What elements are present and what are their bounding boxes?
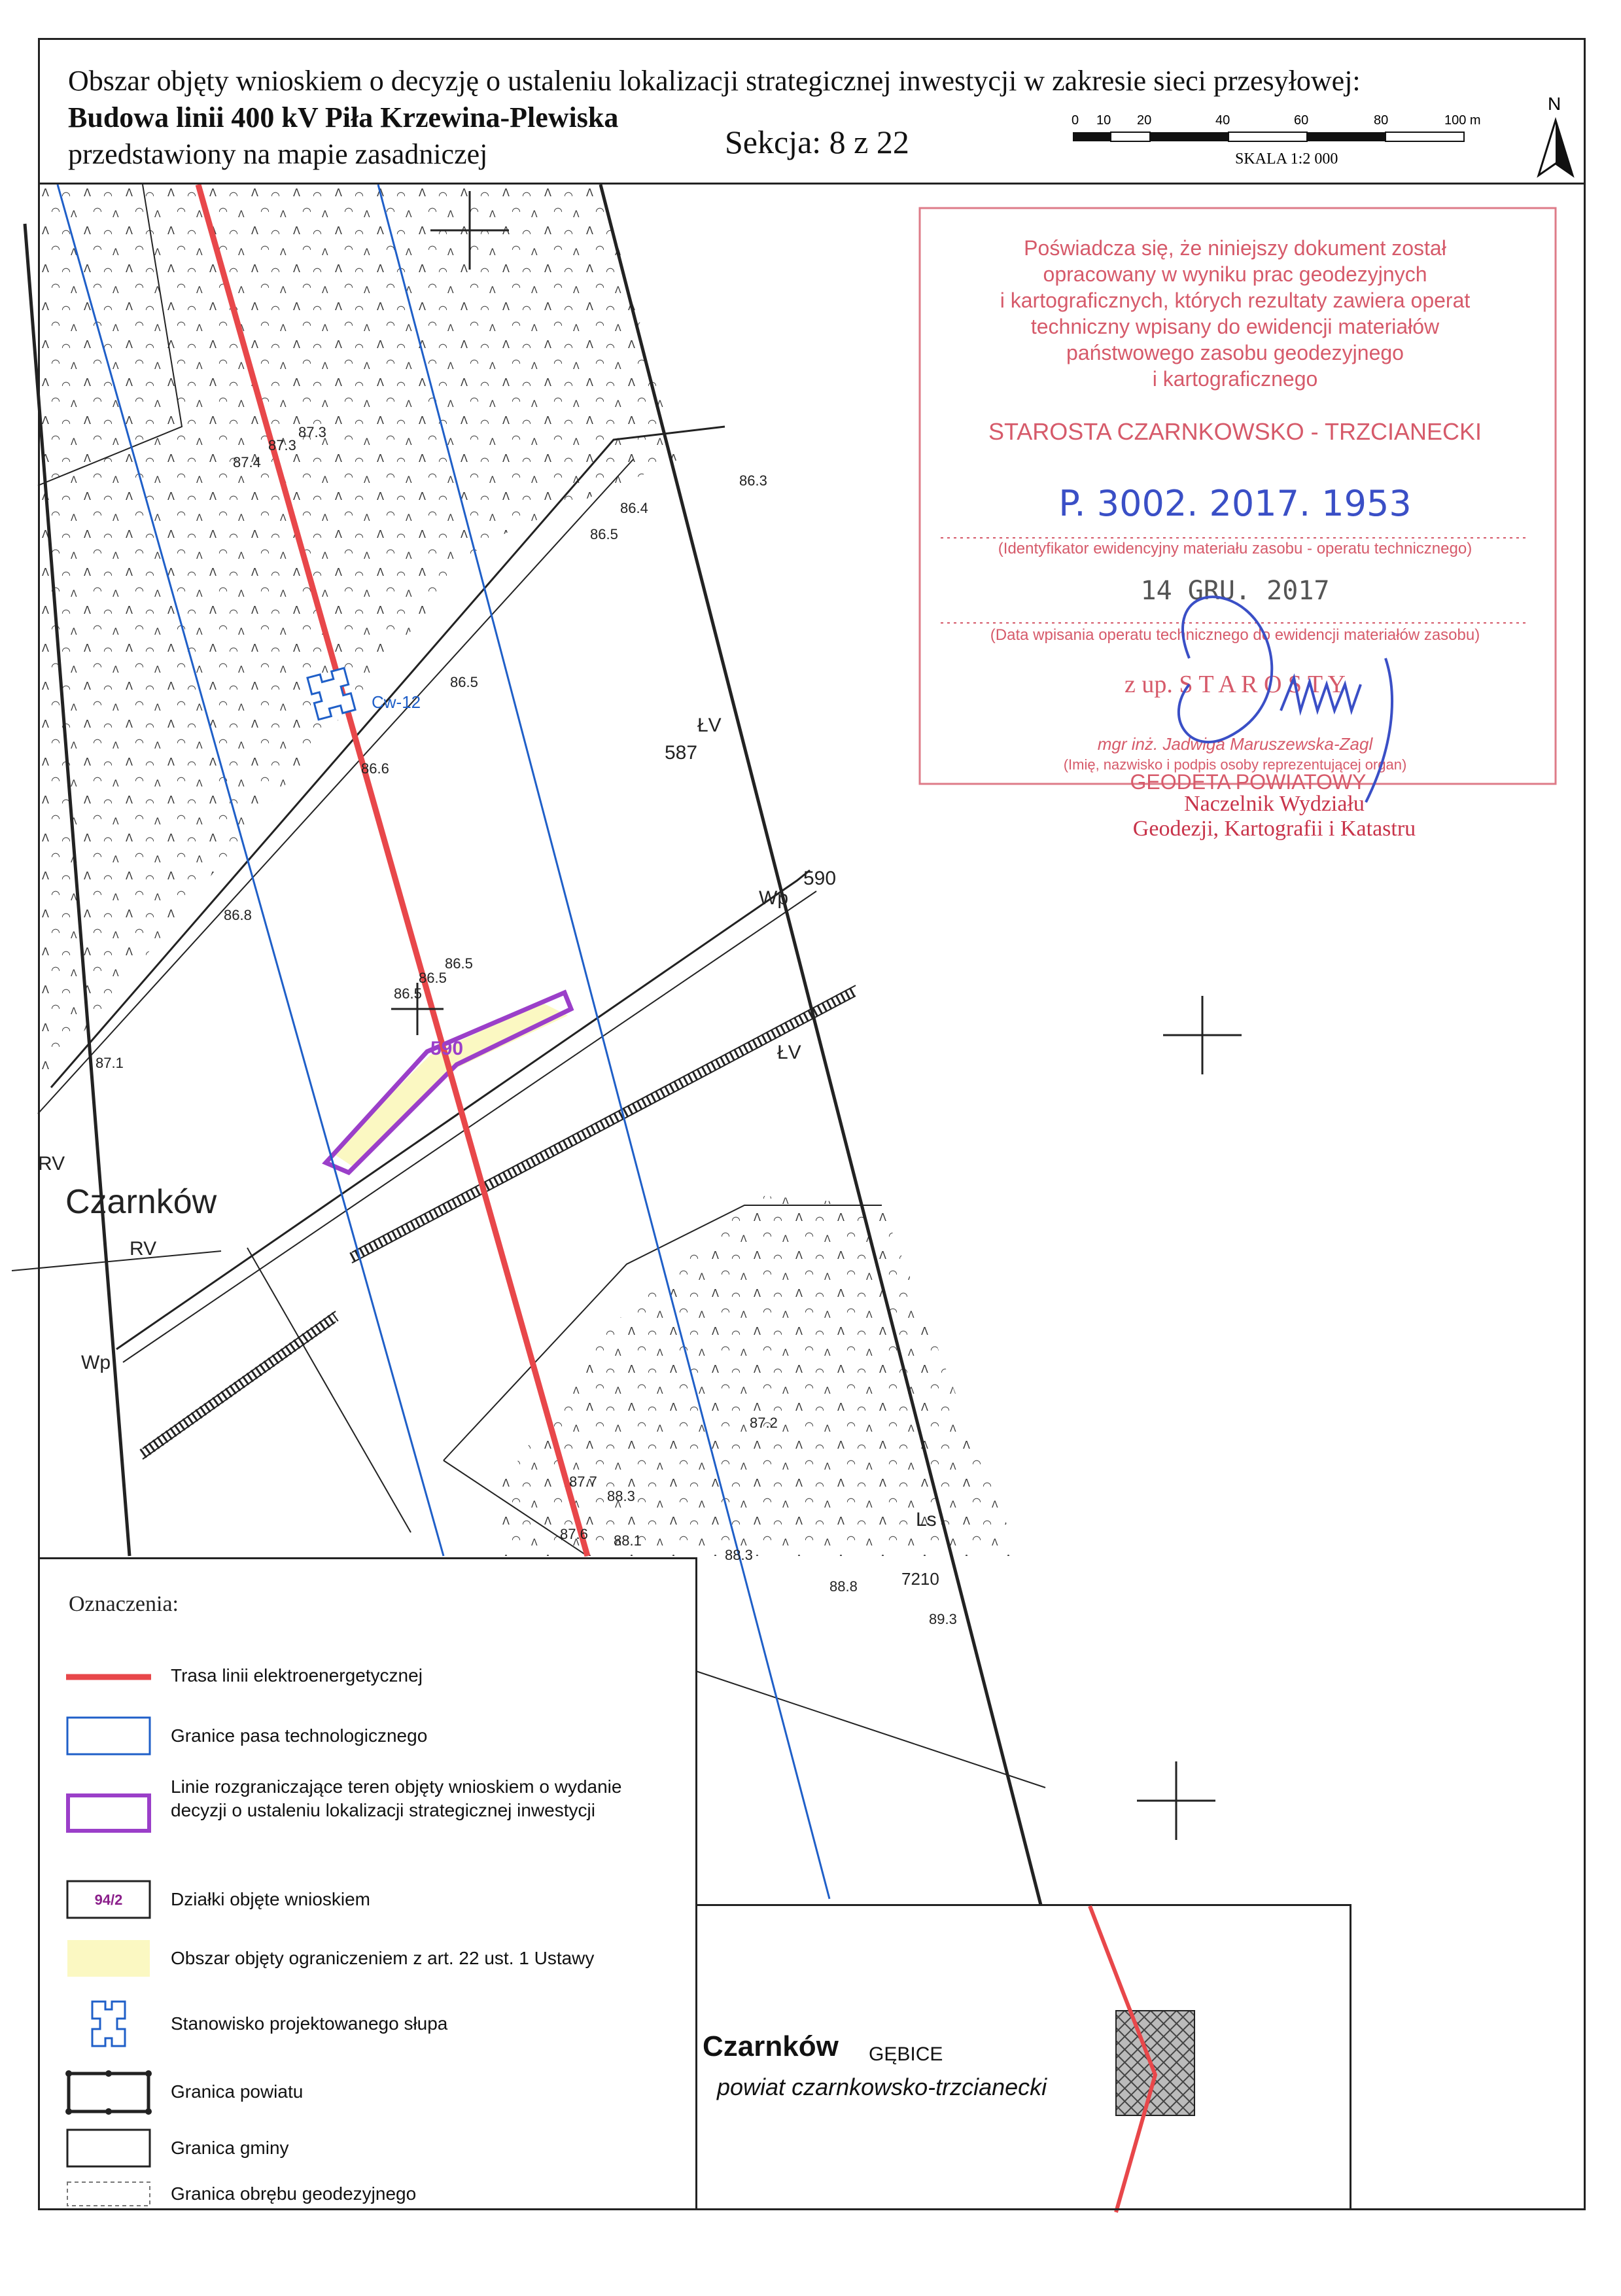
svg-text:86.3: 86.3: [739, 472, 767, 489]
svg-text:(Imię, nazwisko i podpis osoby: (Imię, nazwisko i podpis osoby reprezentującej organ): [1063, 756, 1407, 773]
svg-text:86.5: 86.5: [394, 985, 422, 1002]
land-use-lv: ŁV: [697, 715, 722, 736]
svg-text:mgr inż. Jadwiga Maruszewska-Z: mgr inż. Jadwiga Maruszewska-Zagl: [1097, 734, 1373, 754]
header-title: Obszar objęty wnioskiem o decyzję o ustaleniu lokalizacji strategicznej inwestycji w zakresie sieci przesyłowej:: [68, 65, 1361, 97]
svg-text:94/2: 94/2: [94, 1892, 123, 1908]
svg-text:88.1: 88.1: [614, 1532, 642, 1549]
legend-item-pole: Stanowisko projektowanego słupa: [66, 1998, 681, 2050]
svg-text:87.4: 87.4: [233, 454, 261, 470]
svg-text:i kartograficznych, których re: i kartograficznych, których rezultaty zawiera operat: [1000, 289, 1471, 312]
svg-text:88.3: 88.3: [725, 1547, 753, 1563]
stamp-office3: Geodezji, Kartografii i Katastru: [1132, 817, 1416, 841]
project-name: Budowa linii 400 kV Piła Krzewina-Plewiska: [68, 101, 619, 133]
svg-text:0: 0: [1072, 113, 1079, 128]
svg-text:87.3: 87.3: [298, 424, 326, 440]
svg-text:STAROSTA CZARNKOWSKO - TRZCIAN: STAROSTA CZARNKOWSKO - TRZCIANECKI: [988, 418, 1482, 445]
svg-text:GEODETA POWIATOWY: GEODETA POWIATOWY: [1130, 770, 1367, 794]
legend-title: Oznaczenia:: [69, 1592, 179, 1616]
parcel-7210-label: 7210: [901, 1569, 939, 1589]
svg-text:87.1: 87.1: [96, 1055, 124, 1071]
svg-text:88.8: 88.8: [829, 1578, 858, 1595]
svg-text:i kartograficznego: i kartograficznego: [1152, 367, 1318, 391]
svg-text:87.3: 87.3: [268, 437, 296, 453]
section-number: Sekcja: 8 z 22: [725, 124, 909, 160]
inset-town: Czarnków: [703, 2030, 839, 2062]
svg-text:60: 60: [1294, 113, 1309, 128]
svg-text:86.5: 86.5: [445, 955, 473, 972]
header-subtitle: przedstawiony na mapie zasadniczej: [68, 138, 488, 170]
legend-item-county: Granica powiatu: [66, 2070, 681, 2115]
land-use-ls: Ls: [916, 1509, 937, 1530]
svg-text:80: 80: [1374, 113, 1389, 128]
inset-village: GĘBICE: [869, 2043, 943, 2065]
svg-text:100 m: 100 m: [1444, 113, 1481, 128]
legend-item-boundary: Linie rozgraniczające teren objęty wnioskiem o wydanie decyzji o ustaleniu lokalizacji strategicznej inwestycji: [66, 1775, 681, 1854]
legend-item-commune: Granica gminy: [66, 2128, 681, 2168]
stamp-office2: Naczelnik Wydziału: [1184, 792, 1365, 816]
legend-item-route: Trasa linii elektroenergetycznej: [66, 1657, 681, 1697]
svg-text:88.3: 88.3: [607, 1488, 635, 1504]
legend-item-restriction: Obszar objęty ograniczeniem z art. 22 ust. 1 Ustawy: [66, 1939, 681, 1978]
svg-text:40: 40: [1215, 113, 1230, 128]
svg-text:87.6: 87.6: [560, 1526, 588, 1542]
svg-text:86.5: 86.5: [450, 674, 478, 690]
parcel-587-label: 587: [665, 742, 698, 764]
svg-text:20: 20: [1137, 113, 1152, 128]
svg-text:techniczny wpisany do ewidencj: techniczny wpisany do ewidencji materiałów: [1030, 315, 1440, 338]
svg-text:86.4: 86.4: [620, 500, 648, 516]
map-frame: [38, 38, 1586, 2210]
land-use-rv-edge: RV: [38, 1153, 65, 1174]
legend-item-parcels: 94/2 Działki objęte wnioskiem: [66, 1880, 681, 1919]
svg-text:Poświadcza się, że niniejszy d: Poświadcza się, że niniejszy dokument został: [1024, 236, 1446, 260]
svg-text:86.5: 86.5: [419, 970, 447, 986]
svg-text:89.3: 89.3: [929, 1611, 957, 1627]
svg-text:(Data wpisania operatu technic: (Data wpisania operatu technicznego do ewidencji materiałów zasobu): [990, 626, 1480, 644]
town-label: Czarnków: [65, 1183, 217, 1221]
svg-text:14 GRU. 2017: 14 GRU. 2017: [1140, 576, 1330, 606]
svg-text:SKALA 1:2 000: SKALA 1:2 000: [1235, 150, 1338, 168]
svg-text:opracowany w wyniku prac geode: opracowany w wyniku prac geodezyjnych: [1043, 262, 1427, 286]
svg-text:z up. S T A R O S T Y: z up. S T A R O S T Y: [1124, 671, 1346, 698]
legend-item-tech-strip: Granice pasa technologicznego: [66, 1716, 681, 1756]
pole-label: Cw-12: [372, 692, 421, 712]
svg-text:86.6: 86.6: [361, 760, 389, 777]
water-label-bottom: Wp: [81, 1352, 111, 1373]
svg-text:87.7: 87.7: [569, 1474, 597, 1490]
svg-text:10: 10: [1096, 113, 1111, 128]
land-use-rv: RV: [130, 1238, 157, 1260]
svg-text:86.8: 86.8: [224, 907, 252, 923]
water-label-top: Wp: [759, 887, 788, 909]
svg-text:N: N: [1548, 94, 1561, 114]
svg-text:87.2: 87.2: [750, 1415, 778, 1431]
land-use-lv-right: ŁV: [777, 1042, 801, 1063]
legend-item-precinct: Granica obrębu geodezyjnego: [66, 2181, 681, 2207]
svg-text:P. 3002. 2017. 1953: P. 3002. 2017. 1953: [1058, 483, 1412, 524]
svg-text:(Identyfikator ewidencyjny mat: (Identyfikator ewidencyjny materiału zasobu - operatu technicznego): [998, 540, 1473, 557]
inset-county: powiat czarnkowsko-trzcianecki: [717, 2074, 1047, 2100]
svg-text:86.5: 86.5: [590, 526, 618, 542]
parcel-590-label: 590: [803, 868, 837, 889]
svg-text:państwowego zasobu geodezyjneg: państwowego zasobu geodezyjnego: [1066, 341, 1404, 364]
parcel-590-marked: 590: [430, 1038, 464, 1059]
